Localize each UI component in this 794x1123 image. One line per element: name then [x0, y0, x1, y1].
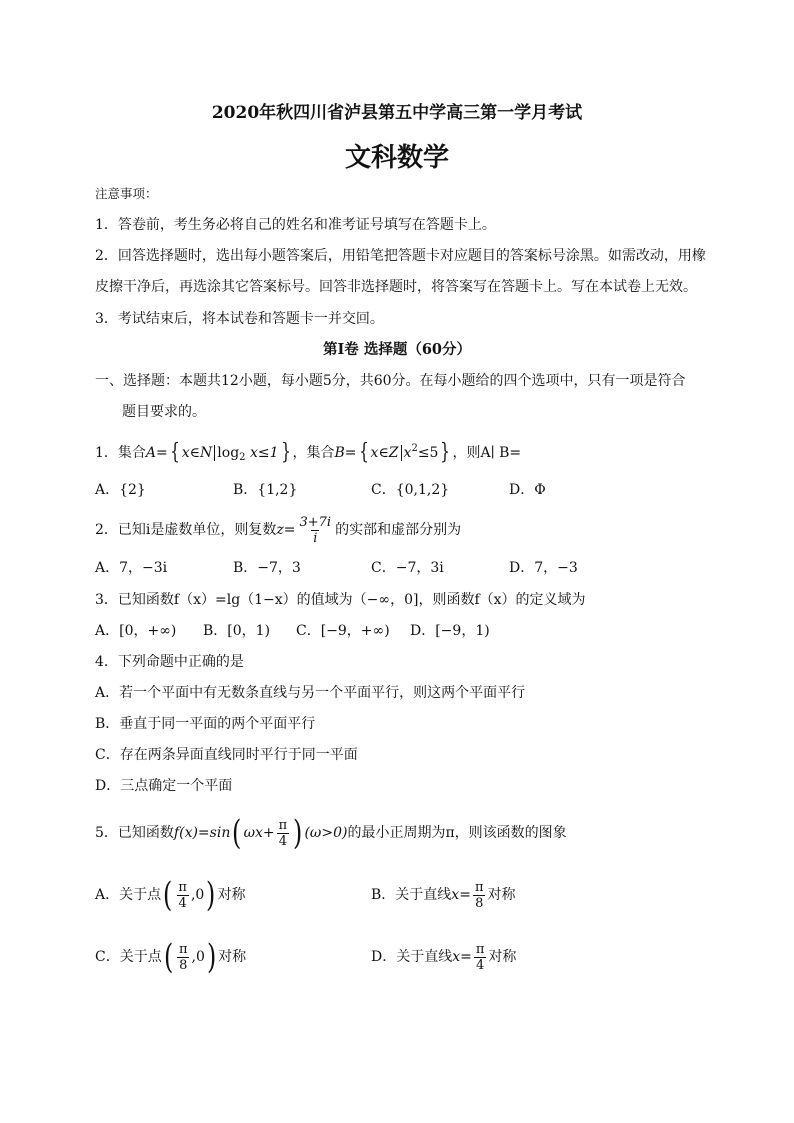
q5-option-c-post: 对称	[218, 949, 247, 965]
q5-option-d-den: 4	[476, 957, 485, 973]
q4-option-a: A．若一个平面中有无数条直线与另一个平面平行，则这两个平面平行	[95, 685, 526, 701]
q5-option-a-label: A．关于点	[95, 887, 162, 903]
q5-option-d-var: x=	[452, 949, 472, 965]
q5-option-c-mid: ,0	[191, 949, 205, 965]
q5-suffix: 的最小正周期为π，则该函数的图象	[347, 825, 567, 841]
q1-log-base: 2	[239, 452, 246, 463]
question-2	[95, 512, 461, 548]
q5-fraction	[277, 818, 290, 849]
q5-option-a-fraction	[176, 880, 189, 911]
q5-prefix: 5．已知函数	[95, 825, 174, 841]
notice-item-1: 1．答卷前，考生务必将自己的姓名和准考证号填写在答题卡上。	[95, 217, 496, 233]
q5-func: f(x)=sin	[173, 825, 231, 841]
q5-option-d-post: 对称	[488, 949, 517, 965]
question-4: 4．下列命题中正确的是	[95, 654, 244, 670]
question-5: 5．已知函数f(x)=sin( ωx+ $\frac{\pi}{4}$ ) (ω>0)的最小正周期为π，则该函数的图象	[95, 813, 567, 853]
q4-option-d: D．三点确定一个平面	[95, 778, 233, 794]
q5-option-b-num: π	[474, 879, 484, 895]
q5-option-a-den: 4	[178, 895, 187, 911]
q5-option-a-post: 对称	[217, 887, 246, 903]
q5-option-d-fraction	[474, 942, 487, 973]
q5-option-d	[371, 938, 516, 976]
q1-set-a: A=	[145, 445, 168, 461]
q4-option-b: B．垂直于同一平面的两个平面平行	[95, 716, 316, 732]
q1-cond-b-exp: 2	[411, 443, 418, 454]
exam-subject: 文科数学	[344, 143, 449, 173]
q5-option-d-num: π	[475, 941, 485, 957]
notice-item-2: 2．回答选择题时，选出每小题答案后，用铅笔把答题卡对应题目的答案标号涂黑。如需改动，用橡	[95, 248, 706, 264]
q4-option-c: C．存在两条异面直线同时平行于同一平面	[95, 747, 358, 763]
exam-title: 2020年秋四川省泸县第五中学高三第一学月考试	[211, 103, 583, 123]
q5-option-c-fraction	[177, 942, 190, 973]
notice-heading: 注意事项：	[95, 186, 158, 201]
q5-option-c-num: π	[178, 941, 188, 957]
q2-option-d: D．7，−3	[509, 560, 578, 576]
question-3: 3．已知函数f（x）=lg（1−x）的值域为（−∞，0]，则函数f（x）的定义域为	[95, 592, 586, 608]
q5-option-d-label: D．关于直线	[371, 949, 453, 965]
q1-prefix: 1．集合	[95, 445, 146, 461]
q3-option-a: A．[0，+∞)	[95, 623, 177, 639]
q1-cond-b-right: ≤5	[417, 445, 439, 461]
q5-option-a-num: π	[178, 879, 187, 895]
q1-set-b: B=	[334, 445, 357, 461]
q5-option-b-fraction	[473, 880, 486, 911]
q2-lhs: z=	[276, 522, 296, 538]
q5-option-c-label: C．关于点	[95, 949, 162, 965]
q5-option-b-post: 对称	[487, 887, 516, 903]
q5-option-c-den: 8	[179, 957, 188, 973]
q3-option-d: D．[−9，1)	[410, 623, 490, 639]
q2-fraction	[298, 515, 334, 546]
q1-suffix: ，则A∣ B=	[452, 445, 522, 461]
q5-option-b-den: 8	[475, 895, 484, 911]
q5-option-c: C．关于点( $\frac{\pi}{8}$ ,0) 对称	[95, 937, 247, 977]
q1-option-c: C．{0,1,2}	[371, 482, 450, 498]
q2-option-b: B．−7，3	[233, 560, 301, 576]
q3-option-c: C．[−9，+∞)	[296, 623, 390, 639]
q2-suffix: 的实部和虚部分别为	[335, 522, 462, 538]
q1-option-b: B．{1,2}	[233, 482, 298, 498]
q2-option-c: C．−7，3i	[371, 560, 444, 576]
q2-numerator: 3+7i	[299, 514, 332, 530]
q1-cond-b-left: x∈Z	[370, 445, 399, 461]
q2-prefix: 2．已知i是虚数单位，则复数	[95, 522, 277, 538]
q1-log: log	[217, 445, 240, 461]
q1-option-d: D．Φ	[509, 482, 546, 498]
q1-cond-a-left: x∈N	[181, 445, 213, 461]
q5-inner: ωx+	[243, 825, 275, 841]
q5-condition: (ω>0)	[304, 825, 348, 841]
q5-option-a: A．关于点( $\frac{\pi}{4}$ ,0) 对称	[95, 875, 246, 915]
q2-denominator: i	[313, 530, 318, 546]
q3-option-b: B．[0，1)	[203, 623, 271, 639]
q1-cond-b-var: x	[403, 445, 412, 461]
question-1: 1．集合A={ x∈N $\log_2 x\le 1$} ，集合B={ x∈Z $x^2\le 5$} ，则A∣ B=	[95, 440, 522, 465]
section-title: 第Ⅰ卷 选择题（60分）	[322, 341, 471, 358]
q2-option-a: A．7，−3i	[95, 560, 168, 576]
q5-numerator: π	[278, 817, 288, 833]
notice-item-2-cont: 皮擦干净后，再选涂其它答案标号。回答非选择题时，将答案写在答题卡上。写在本试卷上无效。	[95, 279, 697, 295]
q5-option-b-var: x=	[451, 887, 471, 903]
notice-item-3: 3．考试结束后，将本试卷和答题卡一并交回。	[95, 311, 384, 327]
q5-denominator: 4	[278, 833, 288, 849]
q1-mid: ，集合	[292, 445, 335, 461]
q1-option-a: A．{2}	[95, 482, 146, 498]
q5-option-b-label: B．关于直线	[371, 887, 452, 903]
section-instruction-cont: 题目要求的。	[122, 404, 206, 420]
q5-option-a-mid: ,0	[190, 887, 205, 903]
q5-option-b	[371, 876, 515, 914]
section-instruction: 一、选择题：本题共12小题，每小题5分，共60分。在每小题给的四个选项中，只有一项是符合	[95, 373, 686, 389]
q1-cond-a-right: x≤1	[245, 445, 279, 461]
